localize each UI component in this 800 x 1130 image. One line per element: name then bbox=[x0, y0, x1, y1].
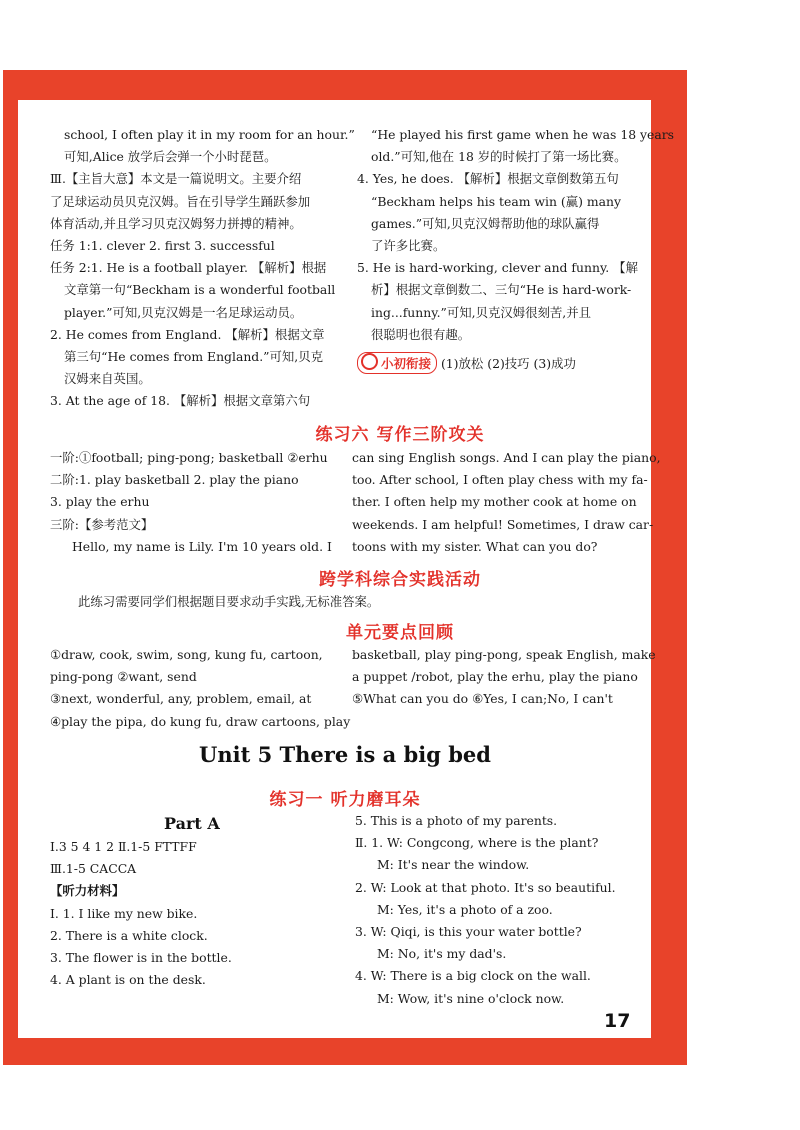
text-line: Ⅲ.【主旨大意】本文是一篇说明文。主要介绍 bbox=[50, 171, 302, 187]
writing-right-column bbox=[352, 447, 661, 558]
text-line: 4. A plant is on the desk. bbox=[50, 972, 206, 988]
text-line: can sing English songs. And I can play the piano, bbox=[352, 450, 661, 465]
review-right-column bbox=[352, 644, 656, 711]
part-a-label: Part A bbox=[164, 814, 220, 833]
text-line: 4. Yes, he does. 【解析】根据文章倒数第五句 bbox=[357, 171, 619, 187]
listening-right-column bbox=[355, 810, 645, 1010]
answers-right-column bbox=[357, 124, 675, 374]
text-line: ping-pong ②want, send bbox=[50, 669, 197, 685]
text-line: 三阶:【参考范文】 bbox=[50, 516, 154, 532]
page-number: 17 bbox=[604, 1010, 631, 1032]
text-line: 汉姆来自英国。 bbox=[64, 371, 151, 387]
text-line: 此练习需要同学们根据题目要求动手实践,无标准答案。 bbox=[78, 594, 380, 609]
text-line: ④play the pipa, do kung fu, draw cartoons, play bbox=[50, 713, 351, 729]
text-line: weekends. I am helpful! Sometimes, I draw car- bbox=[352, 516, 654, 532]
text-line: 体育活动,并且学习贝克汉姆努力拼搏的精神。 bbox=[50, 215, 302, 231]
text-line: 很聪明也很有趣。 bbox=[371, 326, 471, 342]
text-line: ①draw, cook, swim, song, kung fu, cartoon, bbox=[50, 647, 323, 662]
listening-left-column bbox=[50, 836, 348, 991]
unit-title: Unit 5 There is a big bed bbox=[199, 742, 491, 767]
text-line: 了足球运动员贝克汉姆。旨在引导学生踊跃参加 bbox=[50, 193, 311, 209]
text-line: 3. The flower is in the bottle. bbox=[50, 949, 232, 965]
text-line: 4. W: There is a big clock on the wall. bbox=[355, 968, 591, 984]
text-line: ③next, wonderful, any, problem, email, at bbox=[50, 691, 312, 707]
section-title-review: 单元要点回顾 bbox=[346, 623, 454, 643]
text-line: 2. There is a white clock. bbox=[50, 927, 208, 943]
text-line: basketball, play ping-pong, speak English, make bbox=[352, 647, 656, 662]
text-line: 第三句“He comes from England.”可知,贝克 bbox=[64, 348, 324, 364]
writing-left-column bbox=[50, 447, 348, 558]
text-line: 【听力材料】 bbox=[50, 883, 125, 899]
text-line: Ⅰ. 1. I like my new bike. bbox=[50, 905, 198, 921]
bridge-answers: (1)放松 (2)技巧 (3)成功 bbox=[440, 355, 576, 371]
text-line: player.”可知,贝克汉姆是一名足球运动员。 bbox=[64, 304, 303, 320]
text-line: old.”可知,他在 18 岁的时候打了第一场比赛。 bbox=[371, 149, 627, 165]
text-line: 二阶:1. play basketball 2. play the piano bbox=[50, 472, 299, 488]
top-margin bbox=[0, 0, 800, 70]
text-line: Ⅰ.3 5 4 1 2 Ⅱ.1-5 FTTFF bbox=[50, 839, 197, 854]
section-title-listening: 练习一 听力磨耳朵 bbox=[269, 790, 421, 810]
text-line: a puppet /robot, play the erhu, play the piano bbox=[352, 669, 638, 685]
text-line: M: It's near the window. bbox=[377, 857, 530, 873]
text-line: 2. He comes from England. 【解析】根据文章 bbox=[50, 326, 325, 342]
text-line: Ⅱ. 1. W: Congcong, where is the plant? bbox=[355, 835, 599, 851]
bridge-line bbox=[357, 352, 647, 374]
text-line: Hello, my name is Lily. I'm 10 years old. I bbox=[72, 538, 332, 554]
text-line: M: Wow, it's nine o'clock now. bbox=[377, 990, 565, 1006]
section-title-cross: 跨学科综合实践活动 bbox=[319, 570, 481, 590]
text-line: 任务 2:1. He is a football player. 【解析】根据 bbox=[50, 260, 327, 276]
answers-left-column bbox=[50, 124, 355, 412]
bridge-badge: 小初衔接 bbox=[357, 352, 437, 374]
section-title-writing: 练习六 写作三阶攻关 bbox=[315, 425, 485, 445]
text-line: 了许多比赛。 bbox=[371, 237, 446, 253]
text-line: 2. W: Look at that photo. It's so beautiful. bbox=[355, 879, 616, 895]
text-line: 5. He is hard-working, clever and funny. 【解 bbox=[357, 260, 638, 276]
text-line: “Beckham helps his team win (赢) many bbox=[371, 193, 622, 209]
text-line: games.”可知,贝克汉姆帮助他的球队赢得 bbox=[371, 215, 600, 231]
text-line: M: No, it's my dad's. bbox=[377, 946, 507, 962]
text-line: Ⅲ.1-5 CACCA bbox=[50, 861, 137, 877]
cross-text bbox=[78, 591, 578, 613]
text-line: 3. play the erhu bbox=[50, 494, 150, 510]
review-left-column bbox=[50, 644, 351, 733]
text-line: toons with my sister. What can you do? bbox=[352, 538, 598, 554]
text-line: 析】根据文章倒数二、三句“He is hard-work- bbox=[371, 282, 632, 298]
text-line: ther. I often help my mother cook at home on bbox=[352, 494, 637, 510]
text-line: too. After school, I often play chess with my fa- bbox=[352, 472, 648, 488]
link-icon bbox=[361, 353, 378, 370]
text-line: 一阶:①football; ping-pong; basketball ②erhu bbox=[50, 450, 328, 465]
text-line: 5. This is a photo of my parents. bbox=[355, 813, 558, 828]
text-line: 3. W: Qiqi, is this your water bottle? bbox=[355, 923, 582, 939]
text-line: 可知,Alice 放学后会弹一个小时琵琶。 bbox=[64, 149, 277, 165]
text-line: ing...funny.”可知,贝克汉姆很刻苦,并且 bbox=[371, 304, 592, 320]
text-line: 3. At the age of 18. 【解析】根据文章第六句 bbox=[50, 393, 311, 409]
text-line: 任务 1:1. clever 2. first 3. successful bbox=[50, 237, 275, 253]
text-line: “He played his first game when he was 18 years bbox=[371, 127, 675, 142]
text-line: ⑤What can you do ⑥Yes, I can;No, I can't bbox=[352, 691, 613, 707]
text-line: 文章第一句“Beckham is a wonderful football bbox=[64, 282, 336, 298]
text-line: school, I often play it in my room for an hour.” bbox=[64, 127, 355, 142]
text-line: M: Yes, it's a photo of a zoo. bbox=[377, 901, 553, 917]
